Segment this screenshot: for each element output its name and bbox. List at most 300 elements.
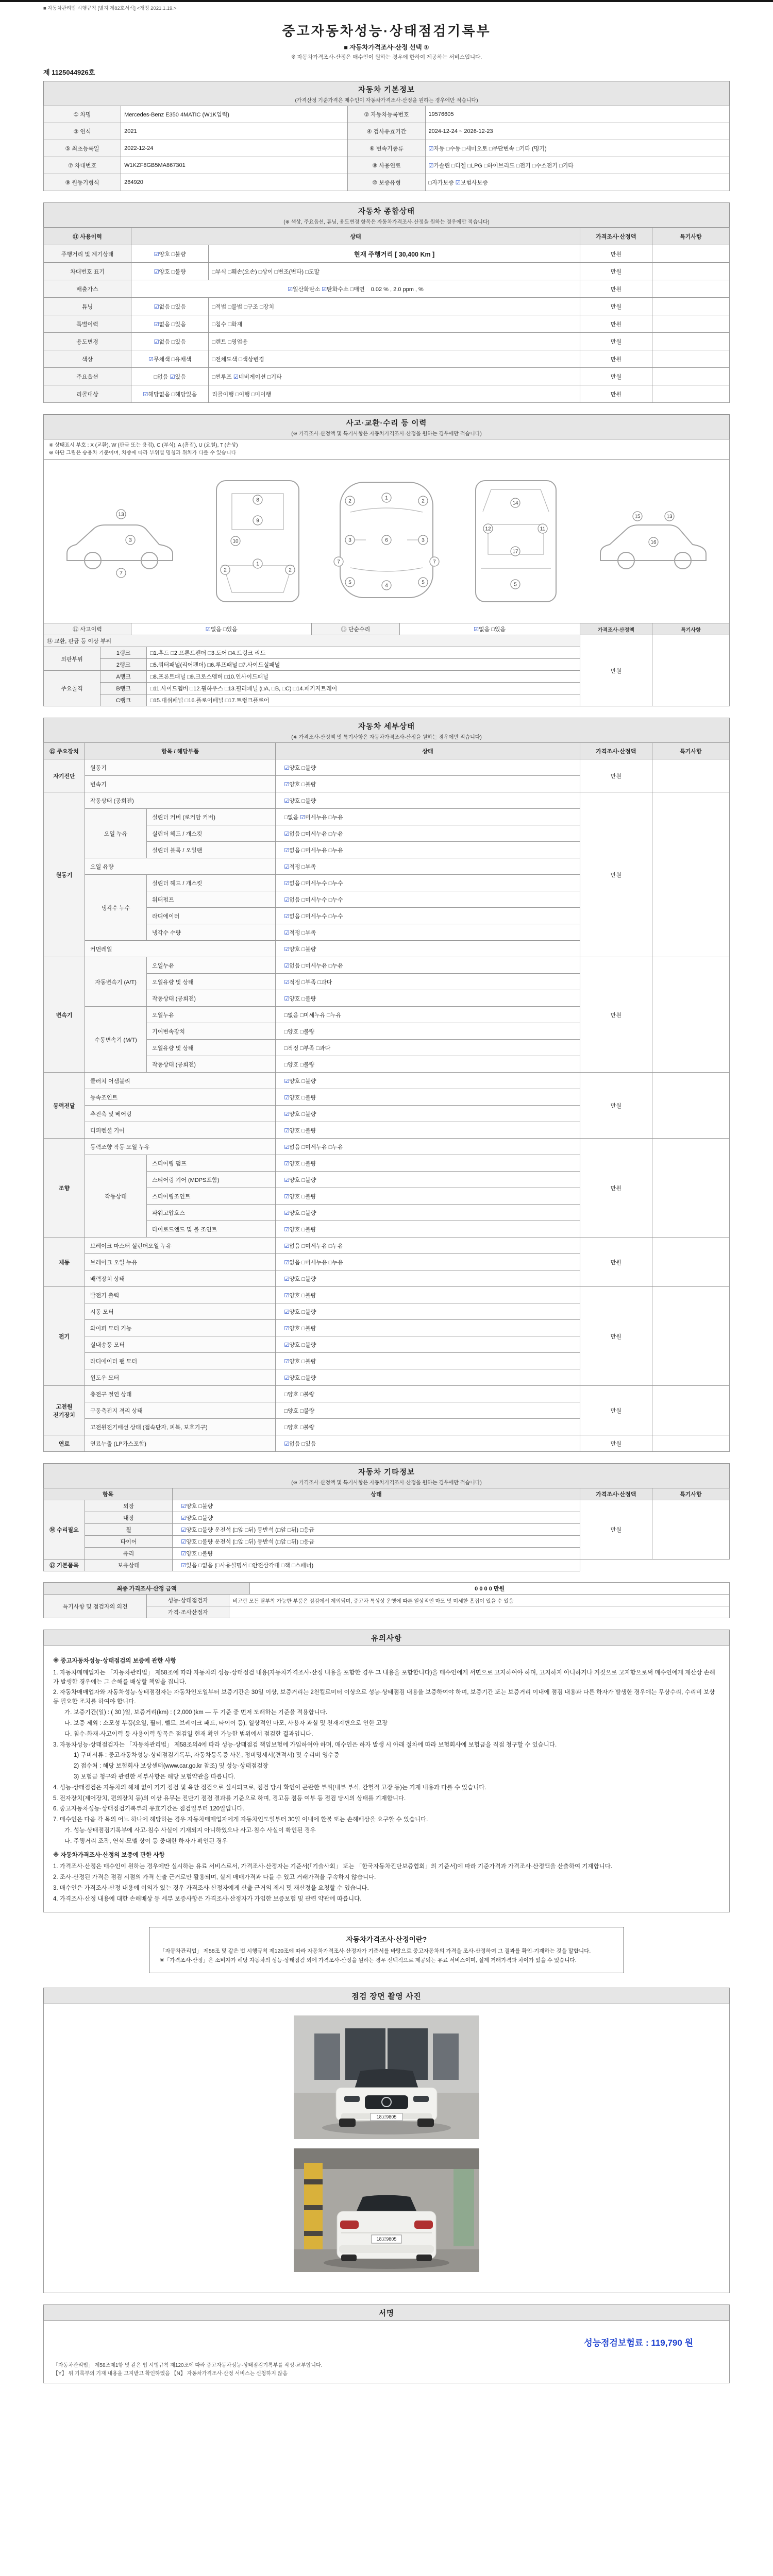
cell: 만원: [580, 1238, 652, 1287]
cell: 만원: [580, 368, 652, 385]
cell: [652, 1500, 729, 1560]
table-row: [44, 280, 730, 298]
cell: 만원: [580, 333, 652, 350]
cell: 만원: [580, 957, 652, 1073]
cell: ☑양호 □불량: [276, 1287, 580, 1303]
cell: ☑없음 □있음: [399, 623, 580, 635]
notice-line: 4. 가격조사·산정 내용에 대한 손해배상 등 세부 보증사항은 가격조사·산정자가 가입한 보증보험 및 관련 약관에 따릅니다.: [53, 1895, 362, 1902]
cell: ⑨ 원동기형식: [44, 174, 121, 191]
table-row: [44, 759, 730, 776]
cell: 만원: [580, 350, 652, 368]
table-row: [44, 792, 730, 809]
cell: ☑양호 □불량: [276, 1122, 580, 1139]
cell: ☑양호 □불량 운전석 (□앞 □뒤) 동반석 (□앞 □뒤) □응급: [173, 1536, 580, 1548]
cell: □1.후드 □2.프론트펜더 □3.도어 □4.트렁크 리드: [147, 647, 580, 659]
cell: 윈도우 모터: [85, 1369, 276, 1386]
diagram-legend-line1: ※ 상태표시 부호 : X (교환), W (판금 또는 용접), C (부식), A (흠집), U (요철), T (손상): [49, 443, 238, 448]
cell: 0 0 0 0 만원: [250, 1583, 730, 1595]
cell: [652, 298, 729, 315]
cell: W1KZF8GB5MA867301: [121, 157, 348, 174]
cell: 만원: [580, 315, 652, 333]
notice-line: 다. 침수·화재·사고이력 등 사용이력 항목은 점검일 현재 확인 가능한 범위에서 점검한 결과입니다.: [64, 1731, 313, 1737]
cell: 배출가스: [44, 280, 131, 298]
cell: 작동상태 (공회전): [85, 792, 276, 809]
notice-line: 나. 주행거리 조작, 연식·모델 상이 등 중대한 하자가 확인된 경우: [64, 1838, 228, 1844]
notice-line: 2. 조사·산정된 가격은 점검 시점의 가격 산출 근거로만 활용되며, 실제 매매가격과 다를 수 있고 거래가격을 구속하지 않습니다.: [53, 1874, 376, 1881]
cell: 브레이크 오일 누유: [85, 1254, 276, 1270]
cell: 만원: [580, 1500, 652, 1560]
cell: 고전원전기배선 상태 (접속단자, 피복, 보호기구): [85, 1419, 276, 1435]
cell: 동력전달: [44, 1073, 85, 1139]
cell: ☑양호 □불량: [276, 1073, 580, 1089]
section-basic-info: [43, 81, 730, 191]
cell: 만원: [580, 263, 652, 280]
cell: 2랭크: [100, 659, 147, 671]
page-title: 중고자동차성능·상태점검기록부: [282, 23, 491, 39]
final-price-table-host: [43, 1582, 730, 1595]
notice-line: 3. 자동차성능·상태점검자는 「자동차관리법」 제58조의4에 따라 성능·상태점검 책임보험에 가입하여야 하며, 매수인은 하자 발생 시 아래 절차에 따라 보험회사에 보험금을 직접 청구할 수 있습니다.: [53, 1741, 557, 1748]
cell: ☑양호 □불량 운전석 (□앞 □뒤) 동반석 (□앞 □뒤) □응급: [173, 1524, 580, 1536]
section-detail-note: (※ 가격조사·산정액 및 특기사항은 자동차가격조사·산정을 원하는 경우에만 적습니다): [291, 735, 482, 740]
overall-condition-table-host: [43, 227, 730, 403]
cell: ☑양호 □불량: [276, 1106, 580, 1122]
notice-line: 3) 보험금 청구와 관련한 세부사항은 해당 보험약관을 따릅니다.: [74, 1773, 236, 1780]
cell: ☑양호 □불량: [131, 245, 209, 263]
cell: 커먼레일: [85, 941, 276, 957]
cell: [652, 263, 729, 280]
cell: ☑있음 □없음 (□사용설명서 □안전삼각대 □잭 □스패너): [173, 1560, 580, 1571]
panel-number-label: 5: [514, 582, 517, 588]
accident-panels-table-host: [43, 635, 730, 706]
cell: 자동변속기 (A/T): [85, 957, 147, 1007]
detail-condition-table-host: [43, 742, 730, 1452]
panel-number-label: 14: [512, 500, 518, 506]
cell: ☑양호 □불량: [276, 1320, 580, 1336]
cell: ⑰ 기본품목: [44, 1560, 85, 1571]
panel-number-label: 3: [422, 537, 425, 544]
notice-line: 3. 매수인은 가격조사·산정 내용에 이의가 있는 경우 가격조사·산정자에게 산출 근거의 제시 및 재산정을 요청할 수 있습니다.: [53, 1885, 369, 1892]
notice-line: 1. 가격조사·산정은 매수인이 원하는 경우에만 실시하는 유료 서비스로서, 가격조사·산정자는 기준서(「기술사회」 또는 「한국자동차진단보증협회」의 기준서)에 따라 기준가격과 가격조사·산정액을 산출하여 기재합니다.: [53, 1863, 613, 1870]
table-row: [44, 1386, 730, 1402]
cell: ☑양호 □불량: [173, 1500, 580, 1512]
table-row: [44, 368, 730, 385]
cell: ☑적정 □부족 □과다: [276, 974, 580, 990]
section-notice-title: 유의사항: [371, 1635, 402, 1643]
vehicle-diagram: [43, 459, 730, 623]
cell: ☑양호 □불량: [276, 1172, 580, 1188]
cell: 특별이력: [44, 315, 131, 333]
cell: □없음 □미세누유 □누유: [276, 1007, 580, 1023]
cell: 리콜이행 □이행 □미이행: [209, 385, 580, 403]
section-signature-title: 서명: [378, 2310, 394, 2318]
cell: 스티어링 펌프: [147, 1155, 276, 1172]
cell: 휠: [85, 1524, 173, 1536]
cell: 작동상태 (공회전): [147, 990, 276, 1007]
cell: 오일유량 및 상태: [147, 1040, 276, 1056]
section-etc-note: (※ 가격조사·산정액 및 특기사항은 자동차가격조사·산정을 원하는 경우에만 적습니다): [291, 1480, 482, 1486]
cell: 충전구 절연 상태: [85, 1386, 276, 1402]
cell: [652, 350, 729, 368]
section-accident-history: [43, 414, 730, 706]
section-accident-header: [43, 414, 730, 439]
cell: 만원: [580, 1386, 652, 1435]
cell: [652, 957, 729, 1073]
table-row: [44, 298, 730, 315]
cell: 만원: [580, 1073, 652, 1139]
section-notice: [43, 1630, 730, 1912]
table-row: [44, 1560, 730, 1571]
cell: ☑양호 □불량: [276, 1336, 580, 1353]
cell: 만원: [580, 245, 652, 263]
cell: ⑯ 수리필요: [44, 1500, 85, 1560]
table-row: [44, 106, 730, 123]
photo-front-view: [294, 2015, 479, 2139]
rear-license-plate: 18고9805: [376, 2236, 397, 2242]
table-row: [44, 1500, 730, 1512]
cell: □양호 □불량: [276, 1386, 580, 1402]
cell: 오일누유: [147, 1007, 276, 1023]
cell: 고전원 전기장치: [44, 1386, 85, 1435]
cell: ☑없음 □미세누유 □누유: [276, 825, 580, 842]
cell: 변속기: [44, 957, 85, 1073]
cell: 가격조사·산정액: [580, 743, 652, 759]
cell: 가격조사·산정액: [580, 1488, 652, 1500]
table-row: [44, 228, 730, 245]
cell: ☑없음 □미세누수 □누수: [276, 908, 580, 924]
cell: 상태: [173, 1488, 580, 1500]
form-table: [43, 1594, 730, 1618]
notice-line: 나. 보증 제외 : 소모성 부품(오일, 필터, 벨트, 브레이크 패드, 타이어 등), 일상적인 마모, 사용자 과실 및 천재지변으로 인한 고장: [64, 1720, 388, 1726]
cell: ☑없음 □미세누유 □누유: [276, 842, 580, 858]
cell: 주행거리 및 계기상태: [44, 245, 131, 263]
cell: 만원: [580, 280, 652, 298]
cell: ☑없음 □미세누수 □누수: [276, 875, 580, 891]
cell: 타이로드엔드 및 볼 조인트: [147, 1221, 276, 1238]
notice-line: 가. 보증기간(일) : ( 30 )일, 보증거리(km) : ( 2,000 )km — 두 기준 중 먼저 도래하는 기준을 적용합니다.: [64, 1709, 328, 1716]
cell: 2022-12-24: [121, 140, 348, 157]
cell: [652, 1139, 729, 1238]
cell: 냉각수 누수: [85, 875, 147, 941]
document-sheet: [43, 11, 730, 2410]
cell: ☑없음 □미세누유 □누유: [276, 1254, 580, 1270]
panel-number-label: 13: [666, 514, 673, 520]
cell: ☑적정 □부족: [276, 924, 580, 941]
table-row: [44, 157, 730, 174]
cell: ☑양호 □불량: [276, 1221, 580, 1238]
cell: C랭크: [100, 694, 147, 706]
notice-line: 6. 중고자동차성능·상태점검기록부의 유효기간은 점검일부터 120일입니다.: [53, 1806, 244, 1812]
diagram-legend-line2: ※ 하단 그림은 승용차 기준이며, 차종에 따라 부위별 명칭과 위치가 다를 수 있습니다: [49, 450, 237, 456]
cell: 상태: [131, 228, 580, 245]
cell: ☑없음 □있음: [131, 315, 209, 333]
form-table: [43, 106, 730, 191]
cell: 조향: [44, 1139, 85, 1238]
cell: □적정 □부족 □과다: [276, 1040, 580, 1056]
cell: ④ 검사유효기간: [348, 123, 425, 140]
inspection-premium-amount: 성능점검보험료 : 119,790 원: [584, 2338, 693, 2348]
table-row: [44, 263, 730, 280]
cell: 항목: [44, 1488, 173, 1500]
cell: 만원: [580, 792, 652, 957]
cell: □양호 □불량: [276, 1023, 580, 1040]
cell: ⑦ 차대번호: [44, 157, 121, 174]
signature-line2: 【Y】 위 기록부의 기재 내용을 고지받고 확인하였음 【N】 자동차가격조사·산정 서비스는 신청하지 않음: [53, 2370, 288, 2377]
cell: 만원: [580, 298, 652, 315]
panel-number-label: 11: [540, 526, 546, 532]
cell: 시동 모터: [85, 1303, 276, 1320]
cell: 오일 유량: [85, 858, 276, 875]
panel-number-label: 7: [433, 559, 436, 565]
cell: □자가보증 ☑보험사보증: [425, 174, 729, 191]
cell: A랭크: [100, 671, 147, 683]
panel-number-label: 4: [385, 583, 388, 589]
section-basic-note: (가격산정 기준가격은 매수인이 자동차가격조사·산정을 원하는 경우에만 적습니다): [295, 98, 478, 104]
cell: 최종 가격조사·산정 금액: [44, 1583, 250, 1595]
cell: 현재 주행거리 [ 30,400 Km ]: [209, 245, 580, 263]
table-row: [44, 1238, 730, 1254]
section-photos-title: 점검 장면 촬영 사진: [351, 1993, 422, 2002]
cell: 가격조사·산정액: [580, 228, 652, 245]
cell: 와이퍼 모터 기능: [85, 1320, 276, 1336]
cell: 파워고압호스: [147, 1205, 276, 1221]
cell: ☑없음 □있음: [131, 298, 209, 315]
cell: ☑양호 □불량: [276, 1353, 580, 1369]
cell: 가격·조사산정자: [147, 1606, 229, 1618]
cell: 상태: [276, 743, 580, 759]
section-overall-title: 자동차 종합상태: [358, 208, 415, 216]
cell: [652, 1238, 729, 1287]
signature-fine-print: [53, 2362, 323, 2378]
cell: Mercedes-Benz E350 4MATIC (W1K입력): [121, 106, 348, 123]
cell: [652, 635, 729, 706]
cell: [229, 1606, 730, 1618]
cell: ☑해당없음 □해당있음: [131, 385, 209, 403]
notice-line: ※ 자동차가격조사·산정의 보증에 관한 사항: [53, 1852, 165, 1858]
cell: 만원: [580, 1139, 652, 1238]
table-row: [44, 385, 730, 403]
cell: ☑없음 □있음: [276, 1435, 580, 1452]
cell: ☑양호 □불량: [276, 941, 580, 957]
section-signature: [43, 2304, 730, 2383]
cell: 원동기: [85, 759, 276, 776]
cell: ☑무채색 □유채색: [131, 350, 209, 368]
cell: 외판부위: [44, 647, 100, 671]
section-signature-header: [43, 2304, 730, 2321]
cell: 스티어링조인트: [147, 1188, 276, 1205]
cell: □11.사이드멤버 □12.휠하우스 □13.필러패널 (□A, □B, □C) □14.패키지트레이: [147, 683, 580, 694]
page-subtitle: ■ 자동차가격조사·산정 선택 ①: [344, 44, 429, 51]
cell: 가격조사·산정액: [580, 623, 652, 635]
cell: 클러치 어셈블리: [85, 1073, 276, 1089]
cell: 특기사항: [652, 743, 729, 759]
cell: [652, 245, 729, 263]
photos-body: [43, 2004, 730, 2293]
form-table: [43, 635, 730, 706]
cell: ☑적정 □부족: [276, 858, 580, 875]
table-row: [44, 957, 730, 974]
cell: 차대번호 표기: [44, 263, 131, 280]
cell: [652, 385, 729, 403]
table-row: [44, 350, 730, 368]
cell: 브레이크 마스터 실린더오일 누유: [85, 1238, 276, 1254]
page-subtitle-note: ※ 자동차가격조사·산정은 매수인이 원하는 경우에 한하여 제공하는 서비스입니다.: [291, 54, 482, 60]
cell: 리콜대상: [44, 385, 131, 403]
section-overall-note: (※ 색상, 주요옵션, 튜닝, 용도변경 항목은 자동차가격조사·산정을 원하는 경우에만 적습니다): [283, 219, 490, 225]
cell: ☑양호 □불량: [276, 1369, 580, 1386]
cell: 항목 / 해당부품: [85, 743, 276, 759]
cell: 1랭크: [100, 647, 147, 659]
panel-number-label: 16: [650, 539, 657, 546]
cell: 오일누유: [147, 957, 276, 974]
cell: 비고란 모든 탈부착 가능한 부품은 점검에서 제외되며, 중고차 특성상 운행에 따른 일상적인 마모 및 미세한 흠집이 있을 수 있음: [229, 1595, 730, 1606]
cell: □렌트 □영업용: [209, 333, 580, 350]
cell: ⑤ 최초등록일: [44, 140, 121, 157]
section-etc-title: 자동차 기타정보: [358, 1468, 415, 1477]
cell: 만원: [580, 635, 652, 706]
cell: 19576605: [425, 106, 729, 123]
table-row: [44, 1606, 730, 1618]
cell: 내장: [85, 1512, 173, 1524]
form-table: [43, 623, 730, 635]
cell: [652, 368, 729, 385]
cell: ☑양호 □불량: [276, 1303, 580, 1320]
panel-number-label: 2: [224, 567, 227, 573]
form-table: [43, 1488, 730, 1571]
vehicle-diagram-svg: [44, 463, 729, 617]
cell: 변속기: [85, 776, 276, 792]
cell: □없음 ☑있음: [131, 368, 209, 385]
cell: ☑없음 □미세누유 □누유: [276, 1238, 580, 1254]
cell: 타이어: [85, 1536, 173, 1548]
panel-number-label: 2: [289, 567, 292, 573]
cell: 2024-12-24 ~ 2026-12-23: [425, 123, 729, 140]
cell: 2021: [121, 123, 348, 140]
cell: 라디에이터 팬 모터: [85, 1353, 276, 1369]
cell: ⑬ 단순수리: [312, 623, 399, 635]
diagram-legend: [43, 439, 730, 460]
table-row: [44, 245, 730, 263]
form-reference: ■ 자동차관리법 시행규칙 [별지 제82호서식] <개정 2021.1.19.>: [43, 6, 177, 11]
cell: 수동변속기 (M/T): [85, 1007, 147, 1073]
cell: 추진축 및 베어링: [85, 1106, 276, 1122]
panel-number-label: 15: [634, 514, 641, 520]
emission-cell: ☑일산화탄소 ☑탄화수소 □매연 0.02 % , 2.0 ppm , %: [131, 280, 580, 298]
cell: 연료누출 (LP가스포함): [85, 1435, 276, 1452]
cell: [652, 1073, 729, 1139]
table-row: [44, 174, 730, 191]
cell: B랭크: [100, 683, 147, 694]
section-basic-header: [43, 81, 730, 106]
section-photos: [43, 1988, 730, 2293]
etc-info-table-host: [43, 1488, 730, 1571]
cell: □없음 ☑미세누유 □누유: [276, 809, 580, 825]
panel-number-label: 2: [422, 498, 425, 504]
cell: ☑양호 □불량: [276, 1270, 580, 1287]
cell: ☑양호 □불량: [173, 1548, 580, 1560]
notice-line: 4. 성능·상태점검은 자동차의 해체 없이 기기 점검 및 육안 점검으로 실시되므로, 점검 당시 확인이 곤란한 부위(내부 부식, 간헐적 고장 등)는 기재 내용과 다를 수 있습니다.: [53, 1784, 486, 1791]
panel-number-label: 1: [256, 561, 259, 567]
cell: ☑양호 □불량: [276, 759, 580, 776]
cell: ☑없음 □있음: [131, 333, 209, 350]
panel-number-label: 5: [348, 580, 351, 586]
cell: 실린더 헤드 / 개스킷: [147, 875, 276, 891]
cell: 구동축전지 격리 상태: [85, 1402, 276, 1419]
notice-line: 가. 성능·상태점검기록부에 사고·침수 사실이 기재되지 아니하였으나 사고·침수 사실이 확인된 경우: [64, 1827, 316, 1834]
pricing-info-note: ※「가격조사·산정」은 소비자가 해당 자동차의 성능·상태점검 외에 가격조사·산정을 원하는 경우 선택적으로 제공되는 유료 서비스이며, 실제 거래가격과 차이가 있을 수 있습니다.: [160, 1957, 577, 1964]
form-table: [43, 227, 730, 403]
section-basic-title: 자동차 기본정보: [358, 86, 415, 94]
cell: ☑양호 □불량: [276, 1188, 580, 1205]
cell: 동력조향 작동 오일 누유: [85, 1139, 276, 1155]
notice-body: [43, 1646, 730, 1912]
inspector-opinion-table-host: [43, 1594, 730, 1618]
cell: ☑양호 □불량: [276, 1089, 580, 1106]
cell: □15.대쉬패널 □16.플로어패널 □17.트렁크플로어: [147, 694, 580, 706]
cell: 디퍼렌셜 기어: [85, 1122, 276, 1139]
cell: 만원: [580, 759, 652, 792]
cell: ☑양호 □불량: [276, 1155, 580, 1172]
cell: ☑없음 □미세누수 □누수: [276, 891, 580, 908]
table-row: [44, 315, 730, 333]
notice-line: 1. 자동차매매업자는 「자동차관리법」 제58조에 따라 자동차의 성능·상태점검 내용(자동차가격조사·산정 내용을 포함한 경우 그 내용을 포함합니다)을 매수인에게 서면으로 고지하여야 하며, 고지하지 아니하거나 거짓으로 고지함으로써 매수인에게 재산상 손해가 발생한 경우에는 그 손해를 배상할 책임을 집니다.: [53, 1669, 715, 1685]
front-license-plate: 18고9805: [376, 2114, 397, 2120]
cell: 264920: [121, 174, 348, 191]
cell: ☑가솔린 □디젤 □LPG □하이브리드 □전기 □수소전기 □기타: [425, 157, 729, 174]
cell: 특기사항 및 점검자의 의견: [44, 1595, 147, 1618]
cell: 유리: [85, 1548, 173, 1560]
cell: 실린더 헤드 / 개스킷: [147, 825, 276, 842]
signature-body: [43, 2320, 730, 2383]
cell: ☑없음 □미세누유 □누유: [276, 1139, 580, 1155]
cell: □침수 □화재: [209, 315, 580, 333]
cell: 자기진단: [44, 759, 85, 792]
cell: ☑없음 □있음: [131, 623, 312, 635]
section-etc-header: [43, 1463, 730, 1488]
section-photos-header: [43, 1988, 730, 2004]
cell: □썬루프 ☑네비게이션 □기타: [209, 368, 580, 385]
section-detail-header: [43, 718, 730, 743]
cell: [652, 1386, 729, 1435]
cell: ☑양호 □불량: [276, 1205, 580, 1221]
cell: 발전기 출력: [85, 1287, 276, 1303]
section-accident-title: 사고·교환·수리 등 이력: [346, 419, 427, 428]
cell: ⑩ 보증유형: [348, 174, 425, 191]
cell: 만원: [580, 1287, 652, 1386]
panel-number-label: 13: [118, 512, 124, 518]
cell: 원동기: [44, 792, 85, 957]
cell: 라디에이터: [147, 908, 276, 924]
cell: □양호 □불량: [276, 1056, 580, 1073]
cell: [652, 1287, 729, 1386]
pricing-info-title: 자동차가격조사·산정이란?: [346, 1935, 427, 1943]
section-detail-title: 자동차 세부상태: [358, 723, 415, 731]
form-table: [43, 1582, 730, 1595]
cell: ⑧ 사용연료: [348, 157, 425, 174]
cell: □양호 □불량: [276, 1402, 580, 1419]
cell: 전기: [44, 1287, 85, 1386]
cell: 특기사항: [652, 228, 729, 245]
cell: 튜닝: [44, 298, 131, 315]
table-row: [44, 1139, 730, 1155]
panel-number-label: 10: [232, 538, 239, 545]
cell: 냉각수 수량: [147, 924, 276, 941]
basic-info-table-host: [43, 106, 730, 191]
section-overall-condition: [43, 202, 730, 403]
cell: ⑪ 사용이력: [44, 228, 131, 245]
top-rule: [0, 0, 773, 2]
cell: □적법 □불법 □구조 □장치: [209, 298, 580, 315]
section-overall-header: [43, 202, 730, 228]
